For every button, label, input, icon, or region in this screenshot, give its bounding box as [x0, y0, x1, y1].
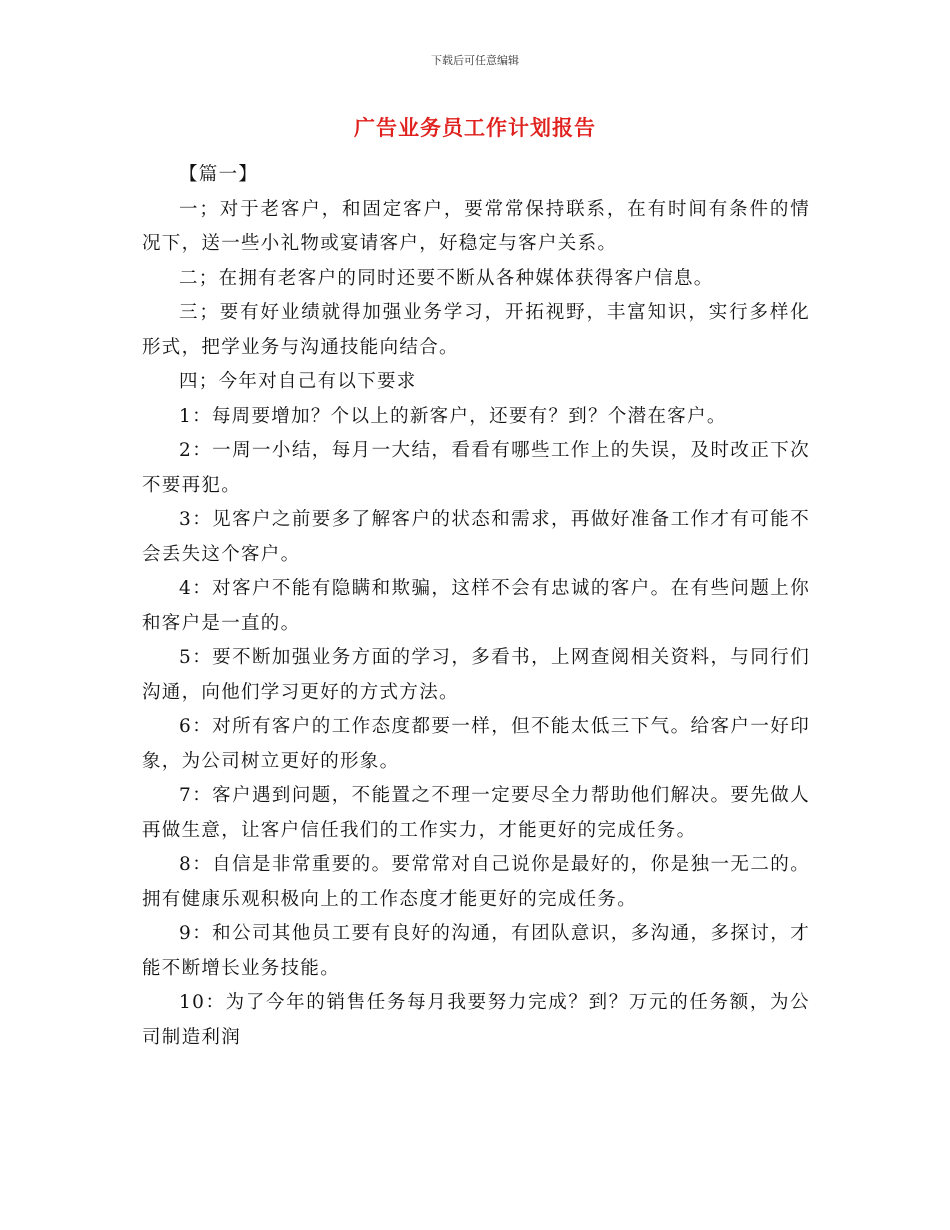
list-item: 10：为了今年的销售任务每月我要努力完成？到？万元的任务额，为公司制造利润 [142, 992, 810, 1048]
list-item: 2：一周一小结，每月一大结，看看有哪些工作上的失误，及时改正下次不要再犯。 [142, 440, 810, 496]
header-note: 下载后可任意编辑 [431, 54, 519, 67]
document-body [142, 158, 810, 1055]
list-item: 3：见客户之前要多了解客户的状态和需求，再做好准备工作才有可能不会丢失这个客户。 [142, 509, 810, 565]
list-item: 4：对客户不能有隐瞒和欺骗，这样不会有忠诚的客户。在有些问题上你和客户是一直的。 [142, 578, 810, 634]
paragraph: 二；在拥有老客户的同时还要不断从各种媒体获得客户信息。 [179, 267, 714, 289]
list-item: 9：和公司其他员工要有良好的沟通，有团队意识，多沟通，多探讨，才能不断增长业务技能。 [142, 923, 810, 979]
paragraph: 一；对于老客户，和固定客户，要常常保持联系，在有时间有条件的情况下，送一些小礼物或宴请客户，好稳定与客户关系。 [142, 198, 810, 254]
page-title: 广告业务员工作计划报告 [354, 116, 596, 140]
paragraph: 三；要有好业绩就得加强业务学习，开拓视野，丰富知识，实行多样化形式，把学业务与沟通技能向结合。 [142, 302, 810, 358]
list-item: 6：对所有客户的工作态度都要一样，但不能太低三下气。给客户一好印象，为公司树立更好的形象。 [142, 716, 810, 772]
paragraph: 四；今年对自己有以下要求 [179, 371, 417, 392]
section-label: 【篇一】 [179, 164, 259, 185]
list-item: 8：自信是非常重要的。要常常对自己说你是最好的，你是独一无二的。拥有健康乐观积极向上的工作态度才能更好的完成任务。 [142, 854, 810, 910]
list-item: 1：每周要增加？个以上的新客户，还要有？到？个潜在客户。 [179, 405, 727, 427]
list-item: 7：客户遇到问题，不能置之不理一定要尽全力帮助他们解决。要先做人再做生意，让客户信任我们的工作实力，才能更好的完成任务。 [142, 785, 810, 841]
list-item: 5：要不断加强业务方面的学习，多看书，上网查阅相关资料，与同行们沟通，向他们学习更好的方式方法。 [142, 647, 810, 703]
